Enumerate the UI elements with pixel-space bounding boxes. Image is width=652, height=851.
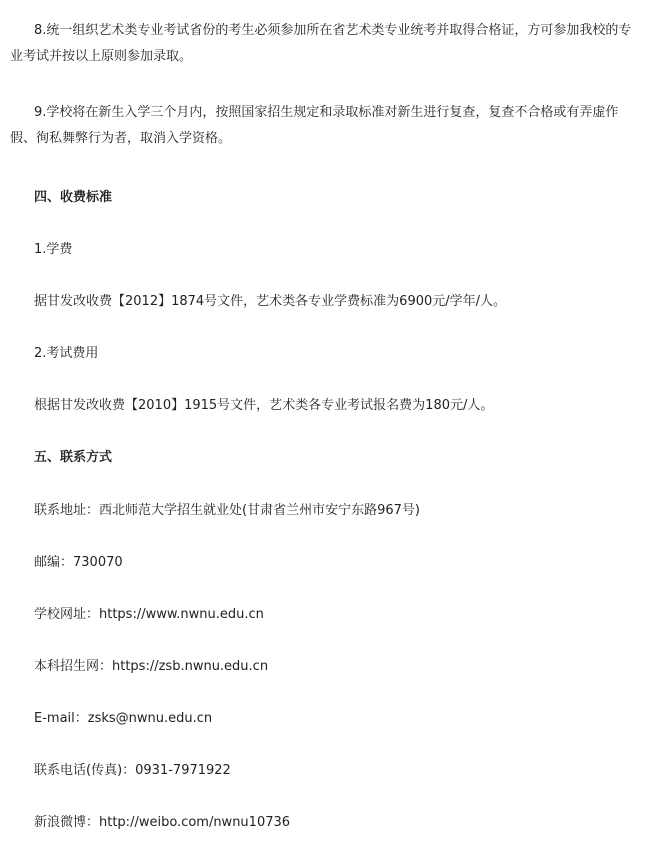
contact-weibo-link[interactable]: 新浪微博：http://weibo.com/nwnu10736 xyxy=(34,815,291,830)
exam-fee-text xyxy=(0,396,652,416)
contact-website xyxy=(0,605,652,625)
contact-postcode-text: 邮编：730070 xyxy=(34,555,123,570)
contact-admissions-site xyxy=(0,657,652,677)
paragraph-text: 9.学校将在新生入学三个月内，按照国家招生规定和录取标准对新生进行复查，复查不合格或有弄虚作假、徇私舞弊行为者，取消入学资格。 xyxy=(10,105,619,146)
fees-heading: 四、收费标准 xyxy=(34,190,113,205)
contact-email xyxy=(0,709,652,729)
contact-email-link[interactable]: E-mail：zsks@nwnu.edu.cn xyxy=(34,711,213,726)
contact-address-text: 联系地址：西北师范大学招生就业处(甘肃省兰州市安宁东路967号) xyxy=(34,503,420,518)
section-heading-fees xyxy=(0,188,652,208)
contact-address xyxy=(0,501,652,521)
exam-fee-title xyxy=(0,344,652,364)
tuition-title-text: 1.学费 xyxy=(34,242,73,257)
exam-fee-title-text: 2.考试费用 xyxy=(34,346,99,361)
paragraph-9 xyxy=(0,100,652,152)
contact-heading: 五、联系方式 xyxy=(34,450,113,465)
contact-website-link[interactable]: 学校网址：https://www.nwnu.edu.cn xyxy=(34,607,264,622)
tuition-title xyxy=(0,240,652,260)
paragraph-text: 8.统一组织艺术类专业考试省份的考生必须参加所在省艺术类专业统考并取得合格证，方可参加我校的专业考试并按以上原则参加录取。 xyxy=(10,23,632,64)
tuition-text-line: 据甘发改收费【2012】1874号文件，艺术类各专业学费标准为6900元/学年/人。 xyxy=(34,294,507,309)
contact-phone-text: 联系电话(传真)：0931-7971922 xyxy=(34,763,231,778)
contact-postcode xyxy=(0,553,652,573)
contact-weibo xyxy=(0,813,652,833)
exam-fee-text-line: 根据甘发改收费【2010】1915号文件，艺术类各专业考试报名费为180元/人。 xyxy=(34,398,494,413)
contact-admissions-link[interactable]: 本科招生网：https://zsb.nwnu.edu.cn xyxy=(34,659,269,674)
tuition-text xyxy=(0,292,652,312)
paragraph-8 xyxy=(0,18,652,70)
section-heading-contact xyxy=(0,448,652,468)
contact-phone xyxy=(0,761,652,781)
